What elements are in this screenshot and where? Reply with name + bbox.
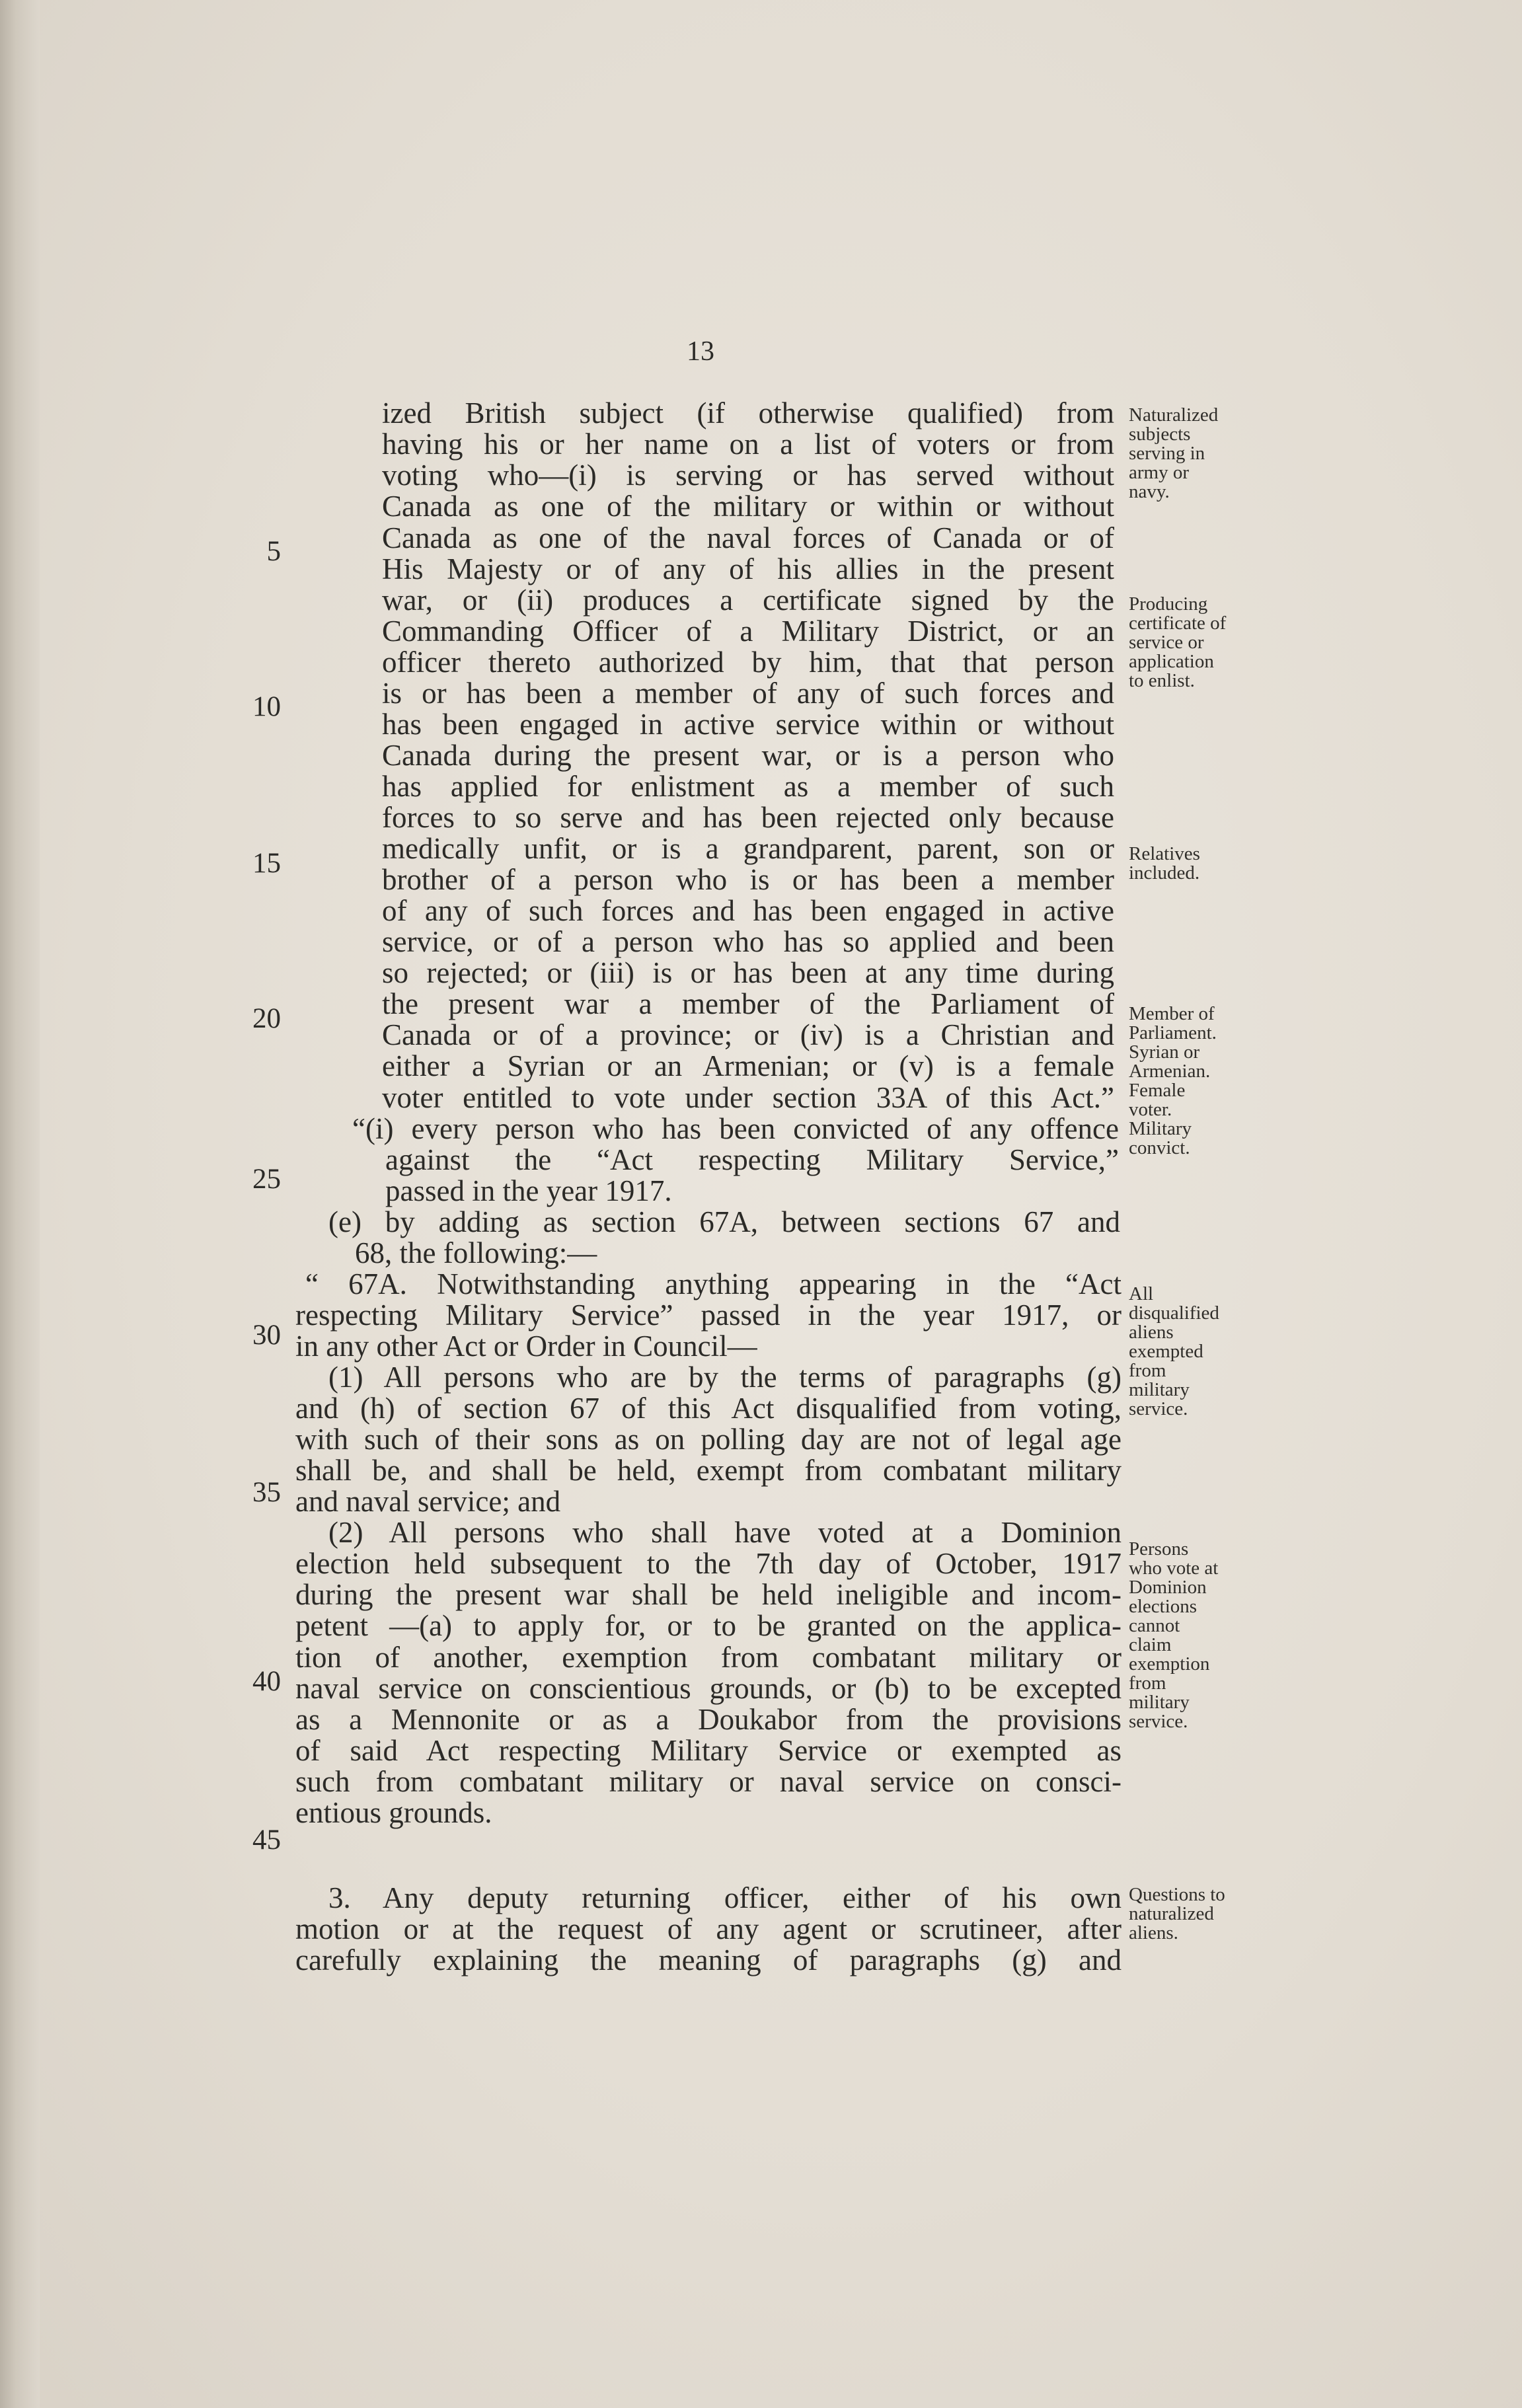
text-line: having his or her name on a list of voters or from — [382, 428, 1114, 461]
margin-note-relatives: Relatives included. — [1129, 843, 1200, 884]
text-line: (1) All persons who are by the terms of paragraphs (g) — [328, 1361, 1122, 1394]
text-line: officer thereto authorized by him, that that person — [382, 646, 1114, 679]
text-line: tion of another, exemption from combatant military or — [295, 1641, 1122, 1674]
margin-note-disqualified-aliens: All disqualified aliens exempted from military service. — [1129, 1283, 1219, 1419]
margin-note-member-of-parliament: Member of Parliament. Syrian or Armenian. Female voter. Military convict. — [1129, 1003, 1217, 1158]
text-line: shall be, and shall be held, exempt from combatant military — [295, 1454, 1122, 1487]
line-number: 5 — [266, 536, 281, 567]
page-number: 13 — [687, 336, 714, 367]
text-line: Canada during the present war, or is a person who — [382, 739, 1114, 772]
text-line: of any of such forces and has been engaged in active — [382, 894, 1114, 927]
text-line: voter entitled to vote under section 33A of this Act.” — [382, 1081, 1114, 1114]
text-line: naval service on conscientious grounds, or (b) to be excepted — [295, 1672, 1122, 1705]
text-line: the present war a member of the Parliament of — [382, 987, 1114, 1020]
text-line: passed in the year 1917. — [385, 1174, 672, 1207]
text-line-67a-heading: “ 67A. Notwithstanding anything appearing in the “Act — [305, 1267, 1122, 1300]
text-line: service, or of a person who has so applied and been — [382, 925, 1114, 958]
text-line: either a Syrian or an Armenian; or (v) is a female — [382, 1049, 1114, 1082]
line-number: 15 — [252, 848, 281, 879]
text-line: is or has been a member of any of such forces and — [382, 677, 1114, 710]
line-number: 30 — [252, 1320, 281, 1351]
line-number: 40 — [252, 1666, 281, 1697]
margin-note-producing-certificate: Producing certificate of service or application to enlist. — [1129, 593, 1227, 691]
text-line: forces to so serve and has been rejected only because — [382, 801, 1114, 834]
text-line: (2) All persons who shall have voted at a Dominion — [328, 1516, 1122, 1549]
text-line: petent —(a) to apply for, or to be granted on the applica- — [295, 1609, 1122, 1642]
margin-note-questions-to-aliens: Questions to naturalized aliens. — [1129, 1884, 1225, 1943]
text-line: Commanding Officer of a Military District, or an — [382, 615, 1114, 648]
text-line: Canada as one of the naval forces of Canada or of — [382, 521, 1114, 554]
margin-note-naturalized-subjects: Naturalized subjects serving in army or navy. — [1129, 404, 1219, 502]
text-line: brother of a person who is or has been a member — [382, 863, 1114, 896]
text-line: Canada as one of the military or within or without — [382, 490, 1114, 523]
text-line: His Majesty or of any of his allies in the present — [382, 552, 1114, 585]
text-line: in any other Act or Order in Council— — [295, 1330, 757, 1363]
text-line: medically unfit, or is a grandparent, parent, son or — [382, 832, 1114, 865]
text-line: such from combatant military or naval service on consci- — [295, 1765, 1122, 1798]
text-line: war, or (ii) produces a certificate signed by the — [382, 583, 1114, 617]
text-line: Canada or of a province; or (iv) is a Christian and — [382, 1018, 1114, 1051]
text-line: as a Mennonite or as a Doukabor from the provisions — [295, 1703, 1122, 1736]
text-line: (e) by adding as section 67A, between sections 67 and — [328, 1205, 1120, 1238]
text-line: respecting Military Service” passed in the year 1917, or — [295, 1298, 1122, 1332]
text-line: 68, the following:— — [355, 1236, 597, 1269]
text-line: so rejected; or (iii) is or has been at any time during — [382, 956, 1114, 989]
text-line: has been engaged in active service within or without — [382, 708, 1114, 741]
page-binding-shadow — [0, 0, 40, 2408]
text-line: of said Act respecting Military Service or exempted as — [295, 1734, 1122, 1767]
text-line: ized British subject (if otherwise qualified) from — [382, 396, 1114, 430]
line-number: 35 — [252, 1477, 281, 1508]
text-line: with such of their sons as on polling day are not of legal age — [295, 1423, 1122, 1456]
text-line: during the present war shall be held ineligible and incom- — [295, 1578, 1122, 1611]
text-line: voting who—(i) is serving or has served without — [382, 459, 1114, 492]
text-line: “(i) every person who has been convicted of any offence — [352, 1112, 1119, 1145]
line-number: 25 — [252, 1164, 281, 1195]
text-line: against the “Act respecting Military Service,” — [385, 1143, 1119, 1176]
text-line: and naval service; and — [295, 1485, 561, 1518]
text-line: and (h) of section 67 of this Act disqualified from voting, — [295, 1392, 1122, 1425]
text-line: election held subsequent to the 7th day of October, 1917 — [295, 1547, 1122, 1580]
text-line: has applied for enlistment as a member of such — [382, 770, 1114, 803]
text-line: entious grounds. — [295, 1796, 492, 1829]
line-number: 20 — [252, 1003, 281, 1034]
margin-note-persons-who-vote: Persons who vote at Dominion elections cannot claim exemption from military service. — [1129, 1538, 1219, 1732]
line-number: 10 — [252, 691, 281, 722]
text-line-section-3: 3. Any deputy returning officer, either of his own — [328, 1881, 1122, 1914]
text-line: motion or at the request of any agent or scrutineer, after — [295, 1912, 1122, 1945]
line-number: 45 — [252, 1825, 281, 1856]
text-line: carefully explaining the meaning of paragraphs (g) and — [295, 1943, 1122, 1976]
